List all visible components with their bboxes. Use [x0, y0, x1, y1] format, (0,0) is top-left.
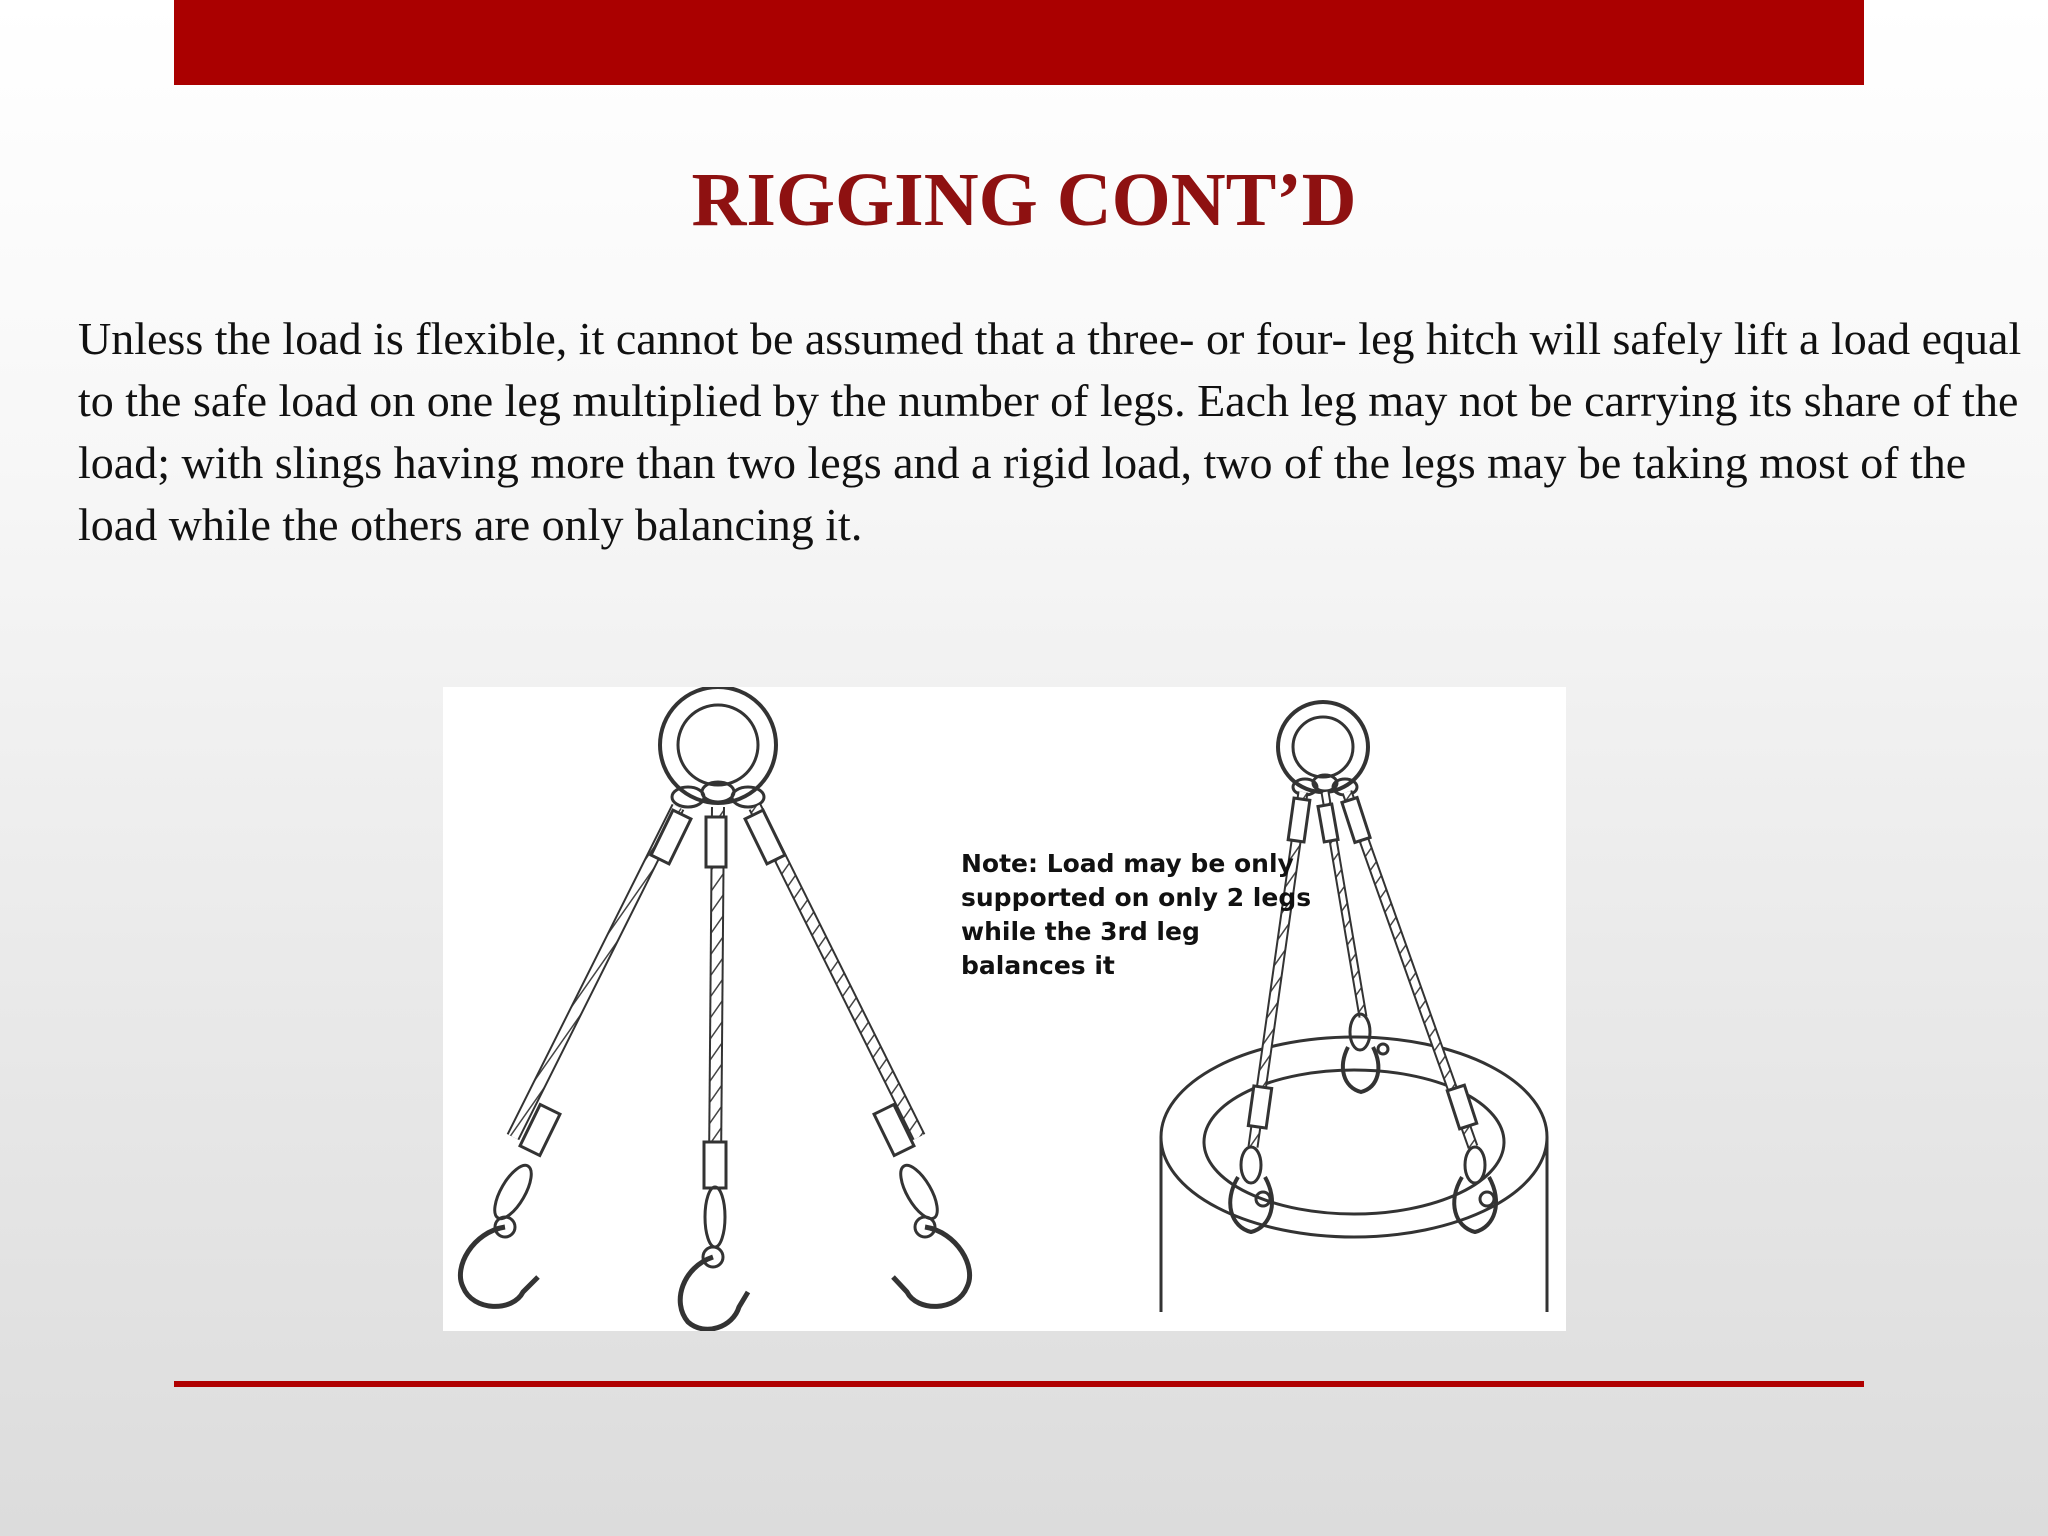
- top-accent-bar: [174, 0, 1864, 85]
- slide-title: RIGGING CONT’D: [691, 158, 1357, 242]
- three-leg-sling-on-load: [1161, 702, 1547, 1312]
- sling-diagram-svg: [443, 687, 1566, 1331]
- load-note: [961, 847, 1321, 983]
- note-line: while the 3rd leg: [961, 917, 1200, 946]
- note-line: supported on only 2 legs: [961, 883, 1312, 912]
- sling-illustration: [443, 687, 1566, 1331]
- note-line: Note: Load may be only: [961, 849, 1294, 878]
- note-line: balances it: [961, 951, 1115, 980]
- three-leg-sling-hooks: [460, 687, 969, 1329]
- bottom-divider: [174, 1381, 1864, 1387]
- slide-body-text: Unless the load is flexible, it cannot be assumed that a three- or four- leg hitch will safely lift a load equal to the safe load on one leg multiplied by the number of legs. Each leg may not be carrying its share of the load; with slings having more than two legs and a rigid load, two of the legs may be taking most of the load while the others are only balancing it.: [78, 313, 2022, 550]
